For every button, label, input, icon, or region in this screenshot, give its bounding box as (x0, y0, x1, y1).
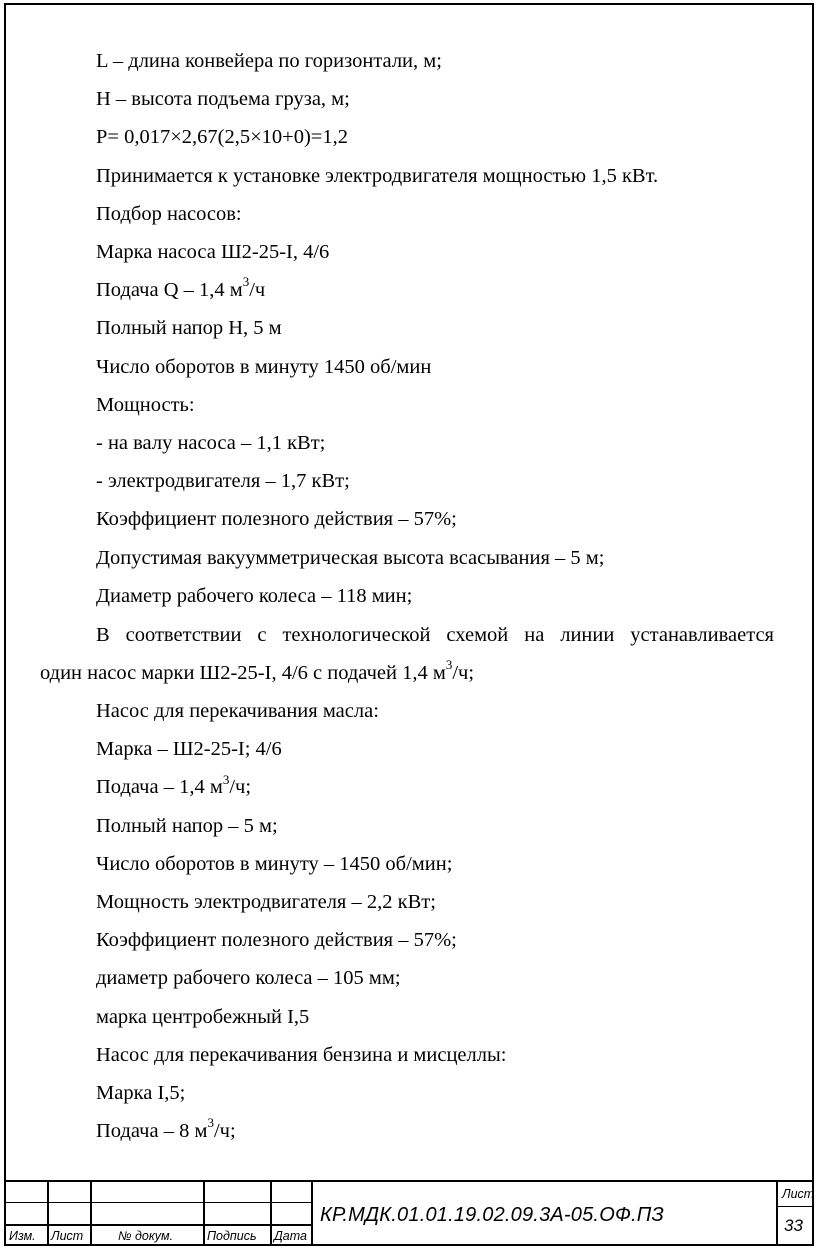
text-line: Коэффициент полезного действия – 57%; (96, 929, 457, 952)
text-line: Допустимая вакуумметрическая высота всасывания – 5 м; (96, 546, 605, 569)
sheet-label: Лист (782, 1187, 815, 1201)
text-line: - на валу насоса – 1,1 кВт; (96, 432, 326, 454)
text-line: Принимается к установке электродвигателя мощностью 1,5 кВт. (96, 164, 659, 187)
text-line: Число оборотов в минуту – 1450 об/мин; (96, 852, 453, 875)
paragraph-word: с (257, 624, 267, 646)
stamp-date-label: Дата (274, 1229, 307, 1243)
text-line: Коэффициент полезного действия – 57%; (96, 508, 457, 531)
text-line: Полный напор H, 5 м (96, 317, 282, 340)
paragraph-word: соответствии (125, 624, 242, 646)
paragraph-word: В (96, 624, 110, 646)
paragraph-continuation: один насос марки Ш2-25-I, 4/6 с подачей 1,4 $м^3/ч$; (40, 657, 475, 684)
text-line: Марка I,5; (96, 1082, 186, 1104)
text-line: Марка – Ш2-25-I; 4/6 (96, 738, 282, 761)
text-line: диаметр рабочего колеса – 105 мм; (96, 967, 401, 990)
text-line: марка центробежный I,5 (96, 1005, 310, 1028)
text-line: L – длина конвейера по горизонтали, м; (96, 50, 442, 72)
text-line: Насос для перекачивания масла: (96, 700, 379, 722)
paragraph-word: на (524, 624, 545, 646)
sheet-number: 33 (784, 1216, 803, 1235)
stamp-izm-label: Изм. (9, 1229, 36, 1243)
text-line: Насос для перекачивания бензина и мисцеллы: (96, 1043, 507, 1066)
text-line: P= 0,017×2,67(2,5×10+0)=1,2 (96, 126, 348, 149)
text-line: Подбор насосов: (96, 202, 242, 225)
stamp-signature-label: Подпись (207, 1229, 257, 1243)
text-line: Подача Q – 1,4 $м^3/ч$ (96, 274, 266, 302)
paragraph-word: схемой (446, 624, 509, 646)
text-line: Подача – 8 $м^3/ч$; (96, 1115, 236, 1143)
page-frame (4, 3, 814, 1246)
text-line: Мощность: (96, 393, 195, 416)
text-line: H – высота подъема груза, м; (96, 88, 350, 111)
document-code: КР.МДК.01.01.19.02.09.3А-05.ОФ.ПЗ (320, 1204, 664, 1226)
paragraph-word: технологической (282, 624, 431, 646)
stamp-doc-num-label: № докум. (118, 1229, 174, 1243)
text-line: Подача – 1,4 $м^3/ч$; (96, 771, 252, 799)
paragraph-word: линии (560, 624, 615, 646)
title-block (6, 1180, 815, 1246)
stamp-list-label: Лист (51, 1229, 84, 1243)
text-line: Полный напор – 5 м; (96, 814, 278, 837)
text-line: Диаметр рабочего колеса – 118 мин; (96, 584, 413, 607)
text-line: Число оборотов в минуту 1450 об/мин (96, 355, 432, 378)
paragraph-word: устанавливается (630, 624, 774, 646)
text-line: - электродвигателя – 1,7 кВт; (96, 470, 350, 493)
justified-paragraph-line (96, 623, 774, 647)
text-line: Мощность электродвигателя – 2,2 кВт; (96, 891, 436, 913)
text-line: Марка насоса Ш2-25-I, 4/6 (96, 241, 330, 263)
